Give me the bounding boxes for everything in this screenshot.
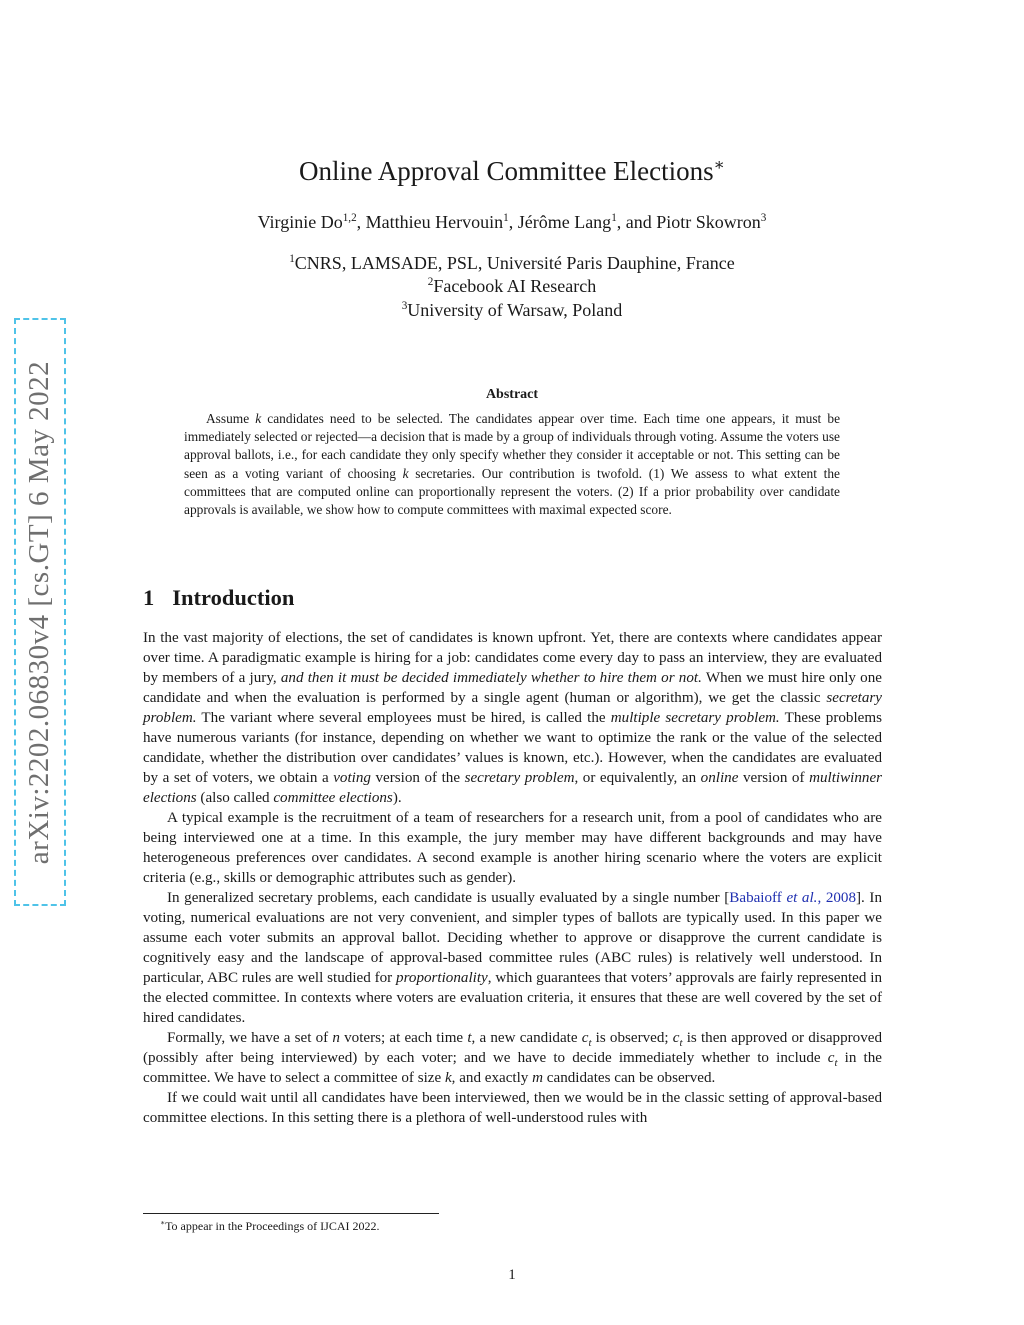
- text-run: voters; at each time: [339, 1030, 468, 1046]
- citation-link[interactable]: et al.: [786, 890, 818, 906]
- citation-link[interactable]: Babaioff: [729, 890, 787, 906]
- text-run: online: [700, 770, 739, 786]
- footnote-rule: [143, 1213, 439, 1214]
- text-run: multiple secretary problem.: [610, 710, 780, 726]
- affiliation-1: [0, 253, 1024, 274]
- footnote-text: To appear in the Proceedings of IJCAI 2022.: [165, 1219, 380, 1233]
- text-run: , a new candidate: [471, 1030, 582, 1046]
- text-run: ).: [392, 790, 402, 806]
- text-run: in the committee. We have to select a committee of size: [143, 1050, 882, 1086]
- text-run: The variant where several employees must be hired, is called the: [196, 710, 611, 726]
- paragraph: [143, 628, 882, 808]
- author-affiliation-mark: 1,2: [342, 212, 357, 224]
- title-footnote-mark: ∗: [713, 155, 726, 174]
- author-separator: ,: [356, 212, 366, 232]
- arxiv-stamp: [14, 318, 66, 906]
- text-run: Assume: [206, 411, 256, 426]
- affiliation-3-mark: 3: [401, 300, 408, 312]
- text-run: If we could wait until all candidates have been interviewed, then we would be in the classic setting of approval-based committee elections. In this setting there is a plethora of well-understood rules with: [143, 1090, 882, 1126]
- text-run: is observed;: [591, 1030, 673, 1046]
- abstract-heading: Abstract: [485, 387, 539, 402]
- affiliation-3-text: University of Warsaw, Poland: [407, 300, 623, 320]
- text-run: and then it must be decided immediately whether to hire them or not.: [280, 670, 702, 686]
- paragraph: [143, 1088, 882, 1128]
- text-run: version of: [738, 770, 810, 786]
- text-run: version of the: [370, 770, 465, 786]
- affiliation-3: [0, 300, 1024, 321]
- abstract-body: [184, 410, 840, 519]
- text-run: voting: [333, 770, 371, 786]
- section-heading: [143, 585, 294, 611]
- text-run: candidates can be observed.: [543, 1070, 716, 1086]
- text-run: t: [588, 1037, 592, 1050]
- text-run: m: [532, 1070, 544, 1086]
- text-run: (also called: [196, 790, 274, 806]
- author-list: [0, 212, 1024, 233]
- text-run: proportionality: [396, 970, 488, 986]
- author-affiliation-mark: 3: [760, 212, 767, 224]
- text-run: c: [672, 1030, 680, 1046]
- affiliation-1-mark: 1: [289, 253, 295, 265]
- text-run: These problems have numerous variants (for instance, depending on whether we want to optimize the rank or the value of the selected candidate, whether the distribution over candidates’ values is known, etc.). However, when the candidates are evaluated by a set of voters, we obtain a: [143, 710, 882, 786]
- text-run: secretaries. Our contribution is twofold. (1) We assess to what extent the committees that are computed online can proportionally represent the voters. (2) If a prior probability over candidate approvals is available, we show how to compute committees with maximal expected score.: [184, 465, 840, 518]
- author-separator: ,: [508, 212, 518, 232]
- text-run: k: [444, 1070, 452, 1086]
- author-separator: , and: [616, 212, 657, 232]
- author-affiliation-mark: 1: [503, 212, 509, 224]
- paper-title-text: Online Approval Committee Elections: [298, 156, 714, 186]
- text-run: k: [402, 465, 409, 481]
- paragraph: [143, 808, 882, 888]
- section-number: 1: [143, 585, 155, 610]
- text-run: candidates need to be selected. The candidates appear over time. Each time one appears, it must be immediately selected or rejected—a decision that is made by a group of individuals through voting. Assume the voters use approval ballots, i.e., for each candidate they only specify whether they consider it acceptable or not. This setting can be seen as a voting variant of choosing: [184, 411, 841, 481]
- text-run: In generalized secretary problems, each candidate is usually evaluated by a single number [: [167, 890, 730, 906]
- text-run: committee elections: [273, 790, 393, 806]
- text-run: t: [834, 1057, 838, 1070]
- affiliation-2: [0, 276, 1024, 297]
- arxiv-stamp-text: arXiv:2202.06830v4 [cs.GT] 6 May 2022: [23, 360, 56, 864]
- text-run: In the vast majority of elections, the set of candidates is known upfront. Yet, there are contexts where candidates appear over time. A paradigmatic example is hiring for a job: candidates come every day to pass an interview, they are evaluated by members of a jury,: [143, 630, 882, 686]
- footnote: [160, 1219, 380, 1234]
- text-run: k: [255, 411, 262, 426]
- author-name: Matthieu Hervouin: [365, 212, 504, 232]
- affiliation-2-text: Facebook AI Research: [433, 276, 597, 296]
- paragraph: [143, 1028, 882, 1088]
- text-run: t: [679, 1037, 683, 1050]
- affiliation-2-mark: 2: [427, 276, 434, 288]
- text-run: is then approved or disapproved (possibly after being interviewed) by each voter; and we have to decide immediately whether to include: [143, 1030, 883, 1066]
- citation-link[interactable]: , 2008: [817, 890, 857, 906]
- text-run: ]. In voting, numerical evaluations are not very convenient, and simpler types of ballots are typically used. In this paper we assume each voter submits an approval ballot. Deciding whether to approve or disapprove the current candidate is cognitively easy and the landscape of approval-based committee rules (ABC rules) is relatively well understood. In particular, ABC rules are well studied for: [143, 890, 882, 986]
- section-title: Introduction: [172, 585, 295, 610]
- author-name: Jérôme Lang: [517, 212, 612, 232]
- footnote-mark: ∗: [160, 1218, 166, 1227]
- text-run: secretary problem.: [143, 690, 882, 726]
- text-run: A typical example is the recruitment of a team of researchers for a research unit, from a pool of candidates who are being interviewed one at a time. In this example, the jury member may have different backgrounds and may have heterogeneous preferences over candidates. A second example is another hiring scenario where the voters are explicit criteria (e.g., skills or demographic attributes such as gender).: [143, 810, 882, 886]
- text-run: secretary problem: [464, 770, 575, 786]
- page-number: 1: [508, 1267, 516, 1283]
- text-run: Formally, we have a set of: [167, 1030, 333, 1046]
- author-name: Piotr Skowron: [656, 212, 761, 232]
- paper-title: [0, 156, 1024, 187]
- body-text: [143, 628, 882, 1128]
- text-run: multiwinner elections: [143, 770, 883, 806]
- text-run: , or equivalently, an: [574, 770, 701, 786]
- text-run: t: [467, 1030, 472, 1046]
- text-run: c: [827, 1050, 835, 1066]
- text-run: n: [332, 1030, 340, 1046]
- affiliation-1-text: CNRS, LAMSADE, PSL, Université Paris Dauphine, France: [294, 253, 735, 273]
- text-run: , which guarantees that voters’ approvals are fairly represented in the elected committee. In contexts where voters are evaluation criteria, it ensures that these are well covered by the set of hired candidates.: [143, 970, 883, 1026]
- text-run: When we must hire only one candidate and when the evaluation is performed by a single agent (human or algorithm), we get the classic: [143, 670, 882, 706]
- text-run: c: [581, 1030, 589, 1046]
- text-run: , and exactly: [451, 1070, 533, 1086]
- paragraph: [143, 888, 882, 1028]
- author-name: Virginie Do: [257, 212, 343, 232]
- author-affiliation-mark: 1: [611, 212, 617, 224]
